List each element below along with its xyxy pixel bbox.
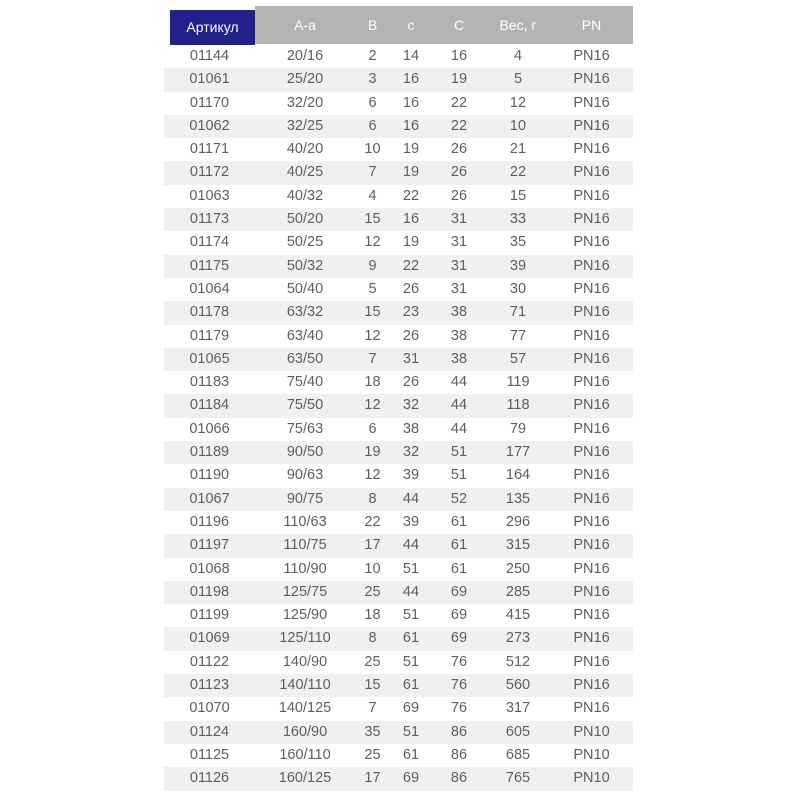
cell-pn: PN16 — [573, 374, 610, 391]
cell-c-big: 38 — [450, 327, 468, 344]
cell-b: 7 — [368, 164, 377, 181]
cell-a-a: 140/125 — [278, 700, 332, 717]
cell-b: 7 — [368, 700, 377, 717]
cell-c-small: 19 — [402, 234, 420, 251]
table-row — [164, 418, 633, 441]
cell-article: 01123 — [189, 677, 230, 694]
cell-b: 3 — [368, 71, 377, 88]
cell-b: 8 — [368, 490, 377, 507]
cell-c-small: 26 — [402, 374, 420, 391]
table-row — [164, 231, 633, 254]
cell-weight: 33 — [509, 211, 527, 228]
table-row — [164, 255, 633, 278]
cell-c-big: 38 — [450, 350, 468, 367]
cell-c-big: 86 — [450, 770, 468, 787]
cell-pn: PN16 — [573, 537, 610, 554]
cell-a-a: 160/90 — [282, 723, 328, 740]
cell-c-small: 69 — [402, 700, 420, 717]
cell-c-small: 14 — [402, 48, 420, 64]
cell-c-small: 32 — [402, 444, 420, 461]
cell-pn: PN16 — [573, 490, 610, 507]
table-row — [164, 674, 633, 697]
cell-weight: 12 — [509, 94, 527, 111]
cell-c-big: 44 — [450, 420, 468, 437]
cell-b: 15 — [364, 304, 381, 321]
cell-pn: PN16 — [573, 304, 610, 321]
cell-b: 25 — [364, 653, 381, 670]
cell-c-big: 52 — [450, 490, 468, 507]
cell-weight: 30 — [509, 280, 527, 297]
cell-article: 01144 — [189, 48, 230, 64]
cell-c-big: 38 — [450, 304, 468, 321]
cell-c-small: 69 — [402, 770, 420, 787]
cell-weight: 15 — [509, 187, 527, 204]
column-header-weight: Вес, г — [486, 6, 550, 44]
cell-a-a: 110/63 — [283, 513, 327, 530]
cell-a-a: 90/63 — [286, 467, 324, 484]
cell-b: 18 — [364, 607, 381, 624]
cell-c-small: 26 — [402, 280, 420, 297]
cell-pn: PN16 — [573, 607, 610, 624]
cell-article: 01065 — [189, 350, 230, 367]
cell-article: 01174 — [189, 234, 230, 251]
table-row — [164, 394, 633, 417]
cell-a-a: 20/16 — [286, 48, 324, 64]
cell-weight: 77 — [509, 327, 527, 344]
table-row — [164, 45, 633, 68]
cell-b: 18 — [364, 374, 381, 391]
cell-weight: 57 — [509, 350, 527, 367]
cell-b: 12 — [364, 467, 381, 484]
cell-pn: PN16 — [573, 211, 610, 228]
cell-b: 6 — [368, 94, 377, 111]
cell-weight: 21 — [509, 141, 527, 158]
table-row — [164, 301, 633, 324]
table-row — [164, 138, 633, 161]
cell-c-big: 86 — [450, 723, 468, 740]
cell-c-small: 61 — [402, 746, 420, 763]
cell-pn: PN16 — [573, 327, 610, 344]
column-header-c-big: С — [432, 6, 486, 44]
cell-pn: PN16 — [573, 444, 610, 461]
cell-a-a: 32/25 — [286, 117, 324, 134]
cell-b: 2 — [368, 48, 377, 64]
column-header-c-small: с — [390, 6, 432, 44]
cell-pn: PN10 — [573, 746, 610, 763]
cell-article: 01184 — [189, 397, 230, 414]
cell-c-big: 22 — [450, 94, 468, 111]
cell-c-big: 76 — [450, 677, 468, 694]
product-spec-table — [164, 6, 633, 791]
cell-article: 01179 — [189, 327, 230, 344]
cell-weight: 296 — [505, 513, 531, 530]
cell-c-big: 76 — [450, 700, 468, 717]
cell-b: 25 — [364, 746, 381, 763]
cell-c-small: 39 — [402, 467, 420, 484]
cell-pn: PN16 — [573, 700, 610, 717]
cell-b: 8 — [368, 630, 377, 647]
cell-b: 12 — [364, 327, 381, 344]
cell-c-big: 26 — [450, 164, 468, 181]
cell-weight: 35 — [509, 234, 527, 251]
table-row — [164, 464, 633, 487]
table-row — [164, 744, 633, 767]
table-row — [164, 68, 633, 91]
cell-c-small: 22 — [402, 187, 420, 204]
cell-c-small: 39 — [402, 513, 420, 530]
cell-weight: 285 — [505, 583, 531, 600]
table-row — [164, 348, 633, 371]
cell-weight: 39 — [509, 257, 527, 274]
cell-c-big: 51 — [450, 444, 468, 461]
cell-weight: 177 — [505, 444, 531, 461]
cell-c-big: 69 — [450, 583, 468, 600]
cell-article: 01172 — [189, 164, 230, 181]
cell-article: 01197 — [189, 537, 230, 554]
table-row — [164, 651, 633, 674]
cell-c-small: 51 — [402, 723, 420, 740]
column-header-a-a: А-а — [255, 6, 355, 44]
cell-article: 01068 — [189, 560, 230, 577]
cell-a-a: 140/90 — [282, 653, 328, 670]
cell-article: 01066 — [189, 420, 230, 437]
cell-weight: 71 — [509, 304, 527, 321]
cell-b: 4 — [368, 187, 377, 204]
cell-c-big: 69 — [450, 607, 468, 624]
cell-pn: PN16 — [573, 397, 610, 414]
cell-c-small: 31 — [402, 350, 420, 367]
cell-b: 10 — [364, 141, 381, 158]
cell-article: 01183 — [189, 374, 230, 391]
table-row — [164, 697, 633, 720]
cell-a-a: 32/20 — [286, 94, 324, 111]
cell-c-big: 44 — [450, 397, 468, 414]
cell-b: 15 — [364, 677, 381, 694]
cell-weight: 685 — [505, 746, 531, 763]
cell-pn: PN16 — [573, 420, 610, 437]
cell-b: 12 — [364, 234, 381, 251]
cell-weight: 415 — [505, 607, 531, 624]
table-row — [164, 604, 633, 627]
cell-c-big: 31 — [450, 234, 468, 251]
cell-a-a: 90/75 — [286, 490, 324, 507]
table-row — [164, 511, 633, 534]
table-row — [164, 278, 633, 301]
cell-pn: PN10 — [573, 723, 610, 740]
table-row — [164, 488, 633, 511]
column-header-pn: PN — [550, 6, 633, 44]
cell-b: 25 — [364, 583, 381, 600]
cell-pn: PN16 — [573, 630, 610, 647]
cell-c-big: 31 — [450, 257, 468, 274]
cell-pn: PN16 — [573, 117, 610, 134]
cell-a-a: 125/90 — [282, 607, 328, 624]
cell-b: 12 — [364, 397, 381, 414]
cell-a-a: 160/125 — [278, 770, 332, 787]
cell-b: 7 — [368, 350, 377, 367]
cell-c-small: 51 — [402, 653, 420, 670]
cell-pn: PN16 — [573, 513, 610, 530]
table-row — [164, 767, 633, 790]
cell-pn: PN16 — [573, 234, 610, 251]
cell-c-big: 16 — [450, 48, 468, 64]
cell-b: 17 — [364, 537, 381, 554]
cell-article: 01070 — [189, 700, 230, 717]
table-row — [164, 371, 633, 394]
table-row — [164, 627, 633, 650]
cell-b: 15 — [364, 211, 381, 228]
cell-pn: PN16 — [573, 280, 610, 297]
cell-c-small: 16 — [402, 117, 420, 134]
cell-weight: 10 — [509, 117, 527, 134]
cell-b: 6 — [368, 117, 377, 134]
cell-weight: 79 — [509, 420, 527, 437]
cell-pn: PN16 — [573, 560, 610, 577]
cell-weight: 605 — [505, 723, 531, 740]
cell-pn: PN16 — [573, 164, 610, 181]
cell-article: 01198 — [189, 583, 230, 600]
cell-a-a: 63/32 — [286, 304, 324, 321]
cell-pn: PN16 — [573, 350, 610, 367]
table-row — [164, 161, 633, 184]
cell-a-a: 90/50 — [286, 444, 324, 461]
cell-article: 01189 — [189, 444, 230, 461]
cell-c-big: 26 — [450, 141, 468, 158]
cell-c-big: 61 — [450, 513, 468, 530]
cell-a-a: 140/110 — [279, 677, 331, 694]
cell-c-small: 38 — [402, 420, 420, 437]
cell-pn: PN16 — [573, 653, 610, 670]
cell-a-a: 40/32 — [286, 187, 324, 204]
cell-pn: PN16 — [573, 94, 610, 111]
table-body — [164, 45, 633, 791]
table-row — [164, 721, 633, 744]
cell-a-a: 75/40 — [286, 374, 324, 391]
cell-b: 22 — [364, 513, 381, 530]
cell-article: 01122 — [189, 653, 230, 670]
cell-c-small: 22 — [402, 257, 420, 274]
table-row — [164, 208, 633, 231]
cell-a-a: 50/40 — [286, 280, 324, 297]
cell-article: 01190 — [189, 467, 230, 484]
cell-a-a: 110/75 — [283, 537, 327, 554]
cell-c-big: 22 — [450, 117, 468, 134]
cell-c-small: 61 — [402, 677, 420, 694]
cell-article: 01170 — [189, 94, 230, 111]
cell-a-a: 50/20 — [286, 211, 324, 228]
cell-b: 5 — [368, 280, 377, 297]
cell-c-small: 44 — [402, 490, 420, 507]
cell-c-small: 61 — [402, 630, 420, 647]
cell-article: 01064 — [189, 280, 230, 297]
cell-a-a: 160/110 — [279, 746, 331, 763]
cell-a-a: 75/50 — [286, 397, 324, 414]
cell-a-a: 25/20 — [286, 71, 324, 88]
cell-c-big: 44 — [450, 374, 468, 391]
cell-pn: PN16 — [573, 257, 610, 274]
cell-c-big: 31 — [450, 211, 468, 228]
cell-a-a: 50/32 — [286, 257, 324, 274]
table-row — [164, 185, 633, 208]
cell-c-small: 19 — [402, 164, 420, 181]
cell-c-big: 69 — [450, 630, 468, 647]
table-row — [164, 558, 633, 581]
cell-pn: PN16 — [573, 467, 610, 484]
cell-weight: 250 — [505, 560, 531, 577]
table-row — [164, 581, 633, 604]
cell-weight: 119 — [506, 374, 530, 391]
cell-article: 01063 — [189, 187, 230, 204]
cell-article: 01126 — [189, 770, 230, 787]
table-row — [164, 441, 633, 464]
cell-weight: 512 — [505, 653, 531, 670]
cell-pn: PN16 — [573, 48, 610, 64]
cell-a-a: 63/40 — [286, 327, 324, 344]
cell-weight: 4 — [513, 48, 523, 64]
cell-pn: PN16 — [573, 677, 610, 694]
table-row — [164, 115, 633, 138]
cell-article: 01069 — [189, 630, 230, 647]
cell-weight: 135 — [505, 490, 531, 507]
cell-weight: 765 — [505, 770, 531, 787]
cell-c-big: 19 — [450, 71, 468, 88]
cell-c-big: 51 — [450, 467, 468, 484]
cell-pn: PN16 — [573, 187, 610, 204]
cell-c-small: 51 — [402, 607, 420, 624]
table-row — [164, 325, 633, 348]
cell-weight: 273 — [505, 630, 531, 647]
cell-pn: PN10 — [573, 770, 610, 787]
table-header-row — [164, 6, 633, 45]
cell-a-a: 40/20 — [286, 141, 324, 158]
cell-article: 01125 — [189, 746, 230, 763]
cell-weight: 315 — [505, 537, 531, 554]
cell-weight: 317 — [505, 700, 531, 717]
cell-c-big: 31 — [450, 280, 468, 297]
cell-weight: 560 — [505, 677, 531, 694]
column-header-article: Артикул — [170, 10, 255, 45]
cell-article: 01124 — [189, 723, 230, 740]
cell-c-big: 86 — [450, 746, 468, 763]
cell-c-small: 26 — [402, 327, 420, 344]
cell-a-a: 125/75 — [282, 583, 328, 600]
cell-pn: PN16 — [573, 71, 610, 88]
cell-article: 01062 — [189, 117, 230, 134]
cell-c-small: 32 — [402, 397, 420, 414]
table-row — [164, 92, 633, 115]
cell-weight: 164 — [505, 467, 531, 484]
cell-article: 01171 — [189, 141, 230, 158]
cell-c-small: 44 — [402, 583, 420, 600]
cell-c-big: 61 — [450, 560, 468, 577]
cell-b: 9 — [368, 257, 377, 274]
cell-b: 6 — [368, 420, 377, 437]
cell-a-a: 110/90 — [283, 560, 327, 577]
cell-c-small: 16 — [402, 71, 420, 88]
cell-weight: 22 — [509, 164, 527, 181]
cell-article: 01067 — [189, 490, 230, 507]
cell-b: 35 — [364, 723, 381, 740]
cell-article: 01061 — [189, 71, 230, 88]
cell-article: 01199 — [189, 607, 230, 624]
cell-pn: PN16 — [573, 583, 610, 600]
cell-b: 17 — [364, 770, 381, 787]
cell-weight: 118 — [506, 397, 530, 414]
cell-b: 10 — [364, 560, 381, 577]
cell-article: 01178 — [189, 304, 230, 321]
table-row — [164, 534, 633, 557]
column-header-b: В — [355, 6, 390, 44]
cell-c-big: 76 — [450, 653, 468, 670]
cell-c-small: 16 — [402, 94, 420, 111]
cell-c-big: 61 — [450, 537, 468, 554]
cell-article: 01175 — [189, 257, 230, 274]
cell-article: 01173 — [189, 211, 230, 228]
cell-b: 19 — [364, 444, 381, 461]
cell-c-small: 23 — [402, 304, 420, 321]
cell-a-a: 125/110 — [279, 630, 331, 647]
cell-a-a: 40/25 — [286, 164, 324, 181]
cell-pn: PN16 — [573, 141, 610, 158]
cell-c-small: 16 — [402, 211, 420, 228]
cell-c-big: 26 — [450, 187, 468, 204]
cell-c-small: 44 — [402, 537, 420, 554]
cell-article: 01196 — [189, 513, 230, 530]
cell-c-small: 19 — [402, 141, 420, 158]
cell-c-small: 51 — [402, 560, 420, 577]
cell-a-a: 63/50 — [286, 350, 324, 367]
cell-weight: 5 — [513, 71, 523, 88]
cell-a-a: 50/25 — [286, 234, 324, 251]
cell-a-a: 75/63 — [286, 420, 324, 437]
